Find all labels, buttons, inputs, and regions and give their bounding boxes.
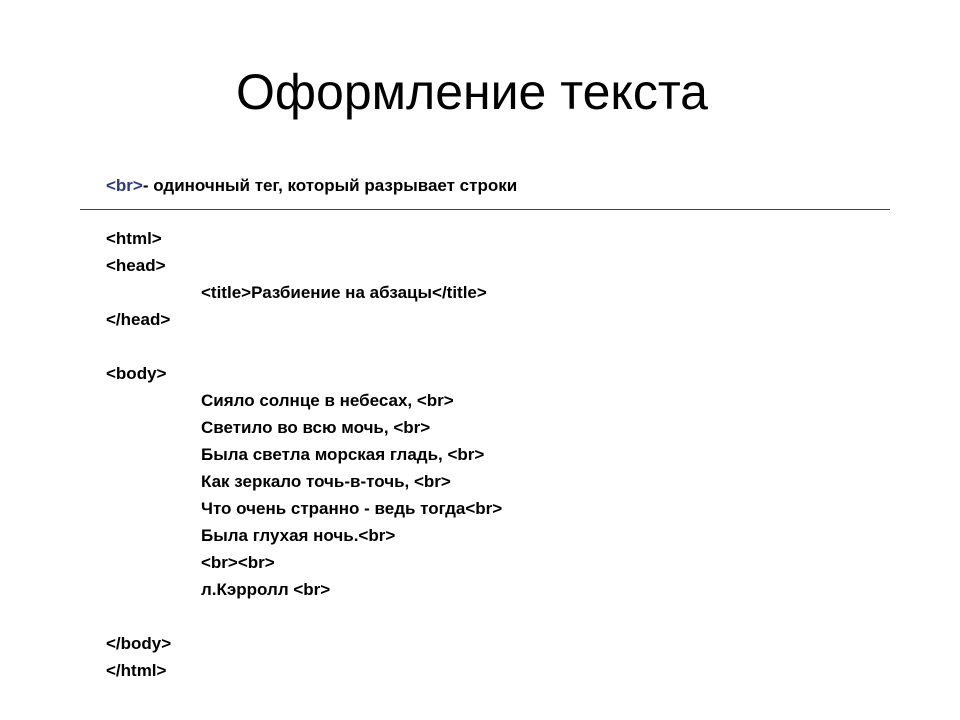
code-line: Как зеркало точь-в-точь, <br> xyxy=(201,472,451,491)
code-line: Была светла морская гладь, <br> xyxy=(201,445,485,464)
slide-title: Оформление текста xyxy=(236,64,708,120)
subtitle-text: - одиночный тег, который разрывает строки xyxy=(142,176,518,195)
code-line: <br><br> xyxy=(201,553,275,572)
br-tag-label: <br> xyxy=(106,176,143,195)
code-line: л.Кэрролл <br> xyxy=(201,580,331,599)
subtitle xyxy=(106,176,517,196)
code-line: </html> xyxy=(106,661,167,680)
code-line: </head> xyxy=(106,310,171,329)
code-line: <title>Разбиение на абзацы</title> xyxy=(201,283,487,302)
divider-line xyxy=(80,209,890,210)
code-line: Что очень странно - ведь тогда<br> xyxy=(201,499,503,518)
code-line: <html> xyxy=(106,229,162,248)
code-line: <head> xyxy=(106,256,166,275)
code-line: </body> xyxy=(106,634,172,653)
code-line: Светило во всю мочь, <br> xyxy=(201,418,431,437)
code-line: <body> xyxy=(106,364,167,383)
code-line: Была глухая ночь.<br> xyxy=(201,526,396,545)
code-line: Сияло солнце в небесах, <br> xyxy=(201,391,454,410)
